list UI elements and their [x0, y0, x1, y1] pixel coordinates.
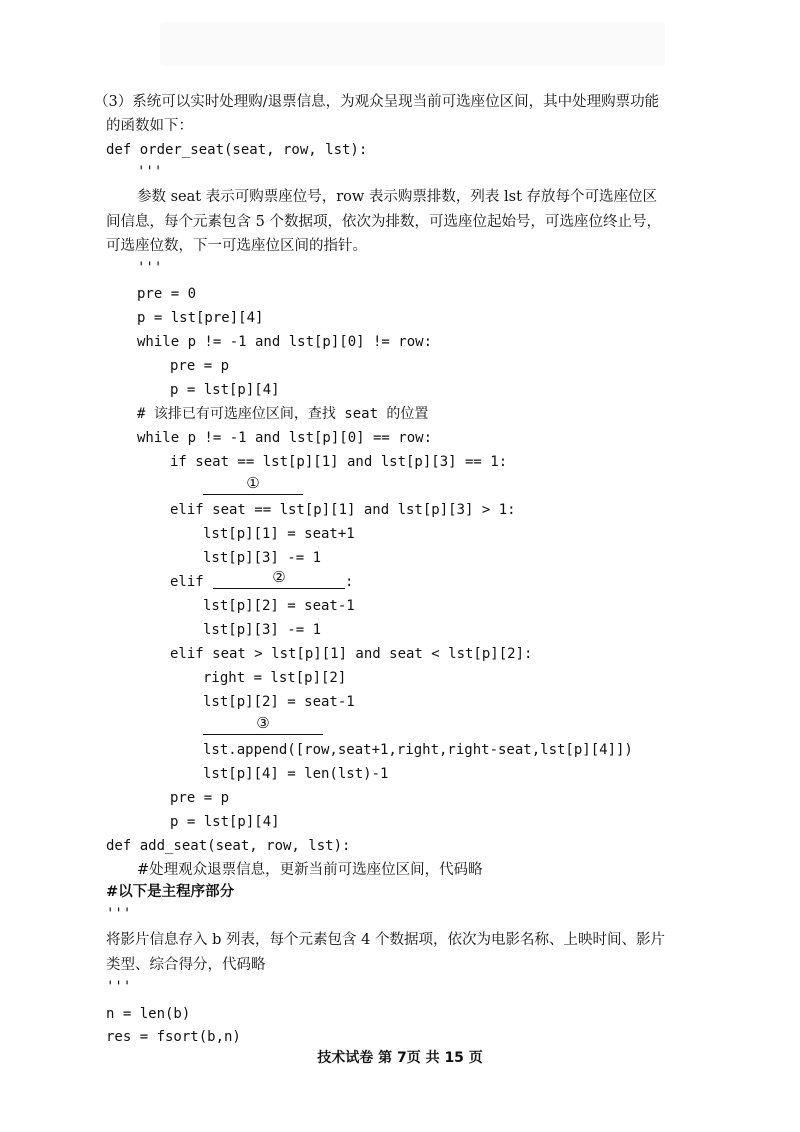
- code-p-next-1: p = lst[p][4]: [170, 382, 280, 398]
- def-add-seat: def add_seat(seat, row, lst):: [106, 838, 351, 854]
- code-set-end-1: lst[p][2] = seat-1: [203, 598, 355, 614]
- blank-2: ②: [213, 568, 345, 589]
- header-area: [160, 22, 665, 66]
- docstring-2-line-2: 类型、综合得分，代码略: [106, 957, 266, 973]
- code-while-1: while p != -1 and lst[p][0] != row:: [137, 334, 433, 350]
- intro-line-1: （3）系统可以实时处理购/退票信息，为观众呈现当前可选座位区间，其中处理购票功能: [94, 94, 660, 110]
- docstring-open: ''': [137, 164, 163, 180]
- code-elif-3: elif seat > lst[p][1] and seat < lst[p][2]:: [170, 646, 533, 662]
- code-decrement-2: lst[p][3] -= 1: [203, 622, 322, 638]
- code-pre-init: pre = 0: [137, 286, 197, 302]
- code-pre-assign-2: pre = p: [170, 790, 230, 806]
- def-order-seat: def order_seat(seat, row, lst):: [106, 142, 368, 158]
- code-set-end-2: lst[p][2] = seat-1: [203, 694, 355, 710]
- main-program-heading: #以下是主程序部分: [106, 884, 235, 900]
- docstring-2-close: ''': [106, 979, 132, 995]
- docstring-close: ''': [137, 260, 163, 276]
- docstring-2-line-1: 将影片信息存入 b 列表，每个元素包含 4 个数据项，依次为电影名称、上映时间、影片: [106, 932, 665, 948]
- code-append: lst.append([row,seat+1,right,right-seat,lst[p][4]]): [203, 742, 633, 758]
- code-link: lst[p][4] = len(lst)-1: [203, 766, 389, 782]
- blank-3: ③: [203, 714, 323, 735]
- code-right: right = lst[p][2]: [203, 670, 347, 686]
- docstring-line-1: 参数 seat 表示可购票座位号，row 表示购票排数，列表 lst 存放每个可选座位区: [137, 189, 658, 205]
- code-elif-1: elif seat == lst[p][1] and lst[p][3] > 1:: [170, 502, 516, 518]
- docstring-line-3: 可选座位数，下一可选座位区间的指针。: [106, 238, 367, 254]
- code-pre-assign: pre = p: [170, 358, 230, 374]
- code-while-2: while p != -1 and lst[p][0] == row:: [137, 430, 433, 446]
- code-if-1: if seat == lst[p][1] and lst[p][3] == 1:: [170, 454, 508, 470]
- code-comment: # 该排已有可选座位区间，查找 seat 的位置: [137, 406, 429, 422]
- code-res: res = fsort(b,n): [106, 1029, 241, 1045]
- intro-line-2: 的函数如下：: [106, 118, 193, 134]
- code-p-init: p = lst[pre][4]: [137, 310, 264, 326]
- code-set-start: lst[p][1] = seat+1: [203, 526, 355, 542]
- page-footer: 技术试卷 第 7页 共 15 页: [317, 1050, 483, 1066]
- code-elif-2-colon: :: [345, 574, 354, 590]
- docstring-2-open: ''': [106, 906, 132, 922]
- blank-1: ①: [203, 474, 303, 495]
- code-elif-2-keyword: elif: [170, 574, 204, 590]
- docstring-line-2: 间信息，每个元素包含 5 个数据项，依次为排数，可选座位起始号，可选座位终止号，: [106, 214, 661, 230]
- code-decrement-1: lst[p][3] -= 1: [203, 550, 322, 566]
- code-p-next-2: p = lst[p][4]: [170, 814, 280, 830]
- add-seat-comment: #处理观众退票信息，更新当前可选座位区间，代码略: [137, 862, 483, 878]
- code-n: n = len(b): [106, 1006, 191, 1022]
